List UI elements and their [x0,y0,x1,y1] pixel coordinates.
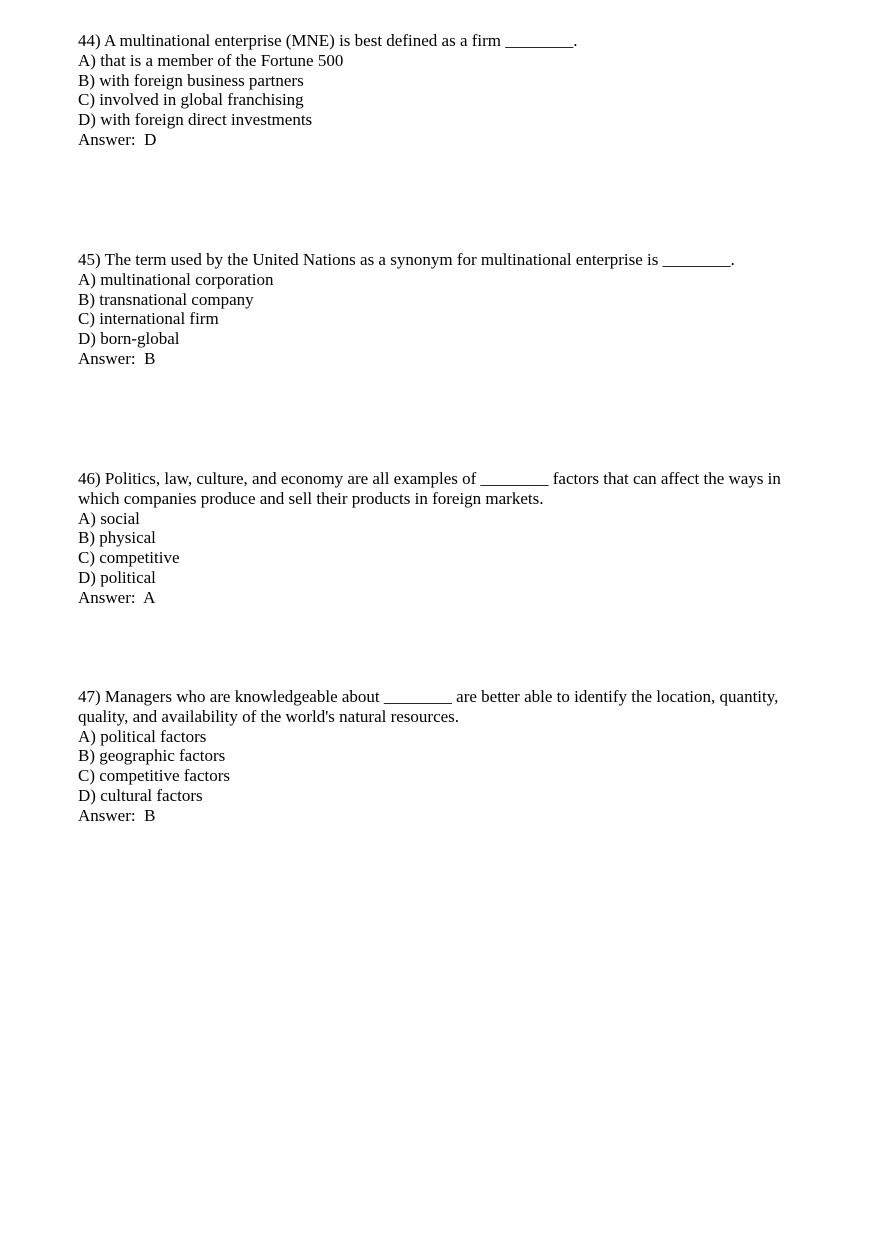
answer: Answer: A [78,587,156,607]
option-c: C) international firm [78,309,219,329]
question-stem: 44) A multinational enterprise (MNE) is best defined as a firm ________. [78,31,578,50]
option-a: A) social [78,508,140,528]
option-c: C) involved in global franchising [78,90,304,110]
question-stem: 46) Politics, law, culture, and economy are all examples of ________ factors that can affect the ways in [78,469,781,488]
question-stem: 45) The term used by the United Nations as a synonym for multinational enterprise is ________. [78,250,735,269]
question-45 [78,250,808,369]
question-stem-continued: quality, and availability of the world's natural resources. [78,706,460,726]
answer: Answer: D [78,129,157,149]
option-b: B) with foreign business partners [78,70,304,90]
option-d: D) born-global [78,329,180,349]
option-c: C) competitive [78,548,180,568]
question-stem: 47) Managers who are knowledgeable about ________ are better able to identify the location, quantity, [78,687,779,706]
option-d: D) cultural factors [78,785,203,805]
option-a: A) multinational corporation [78,269,274,289]
option-c: C) competitive factors [78,766,231,786]
option-b: B) transnational company [78,289,254,309]
option-b: B) physical [78,528,156,548]
question-47 [78,687,808,826]
option-d: D) political [78,567,156,587]
option-d: D) with foreign direct investments [78,110,313,130]
answer: Answer: B [78,805,156,825]
answer: Answer: B [78,348,156,368]
option-b: B) geographic factors [78,746,226,766]
option-a: A) political factors [78,726,207,746]
question-stem-continued: which companies produce and sell their products in foreign markets. [78,488,544,508]
question-46 [78,469,808,608]
question-44 [78,31,808,150]
option-a: A) that is a member of the Fortune 500 [78,50,344,70]
